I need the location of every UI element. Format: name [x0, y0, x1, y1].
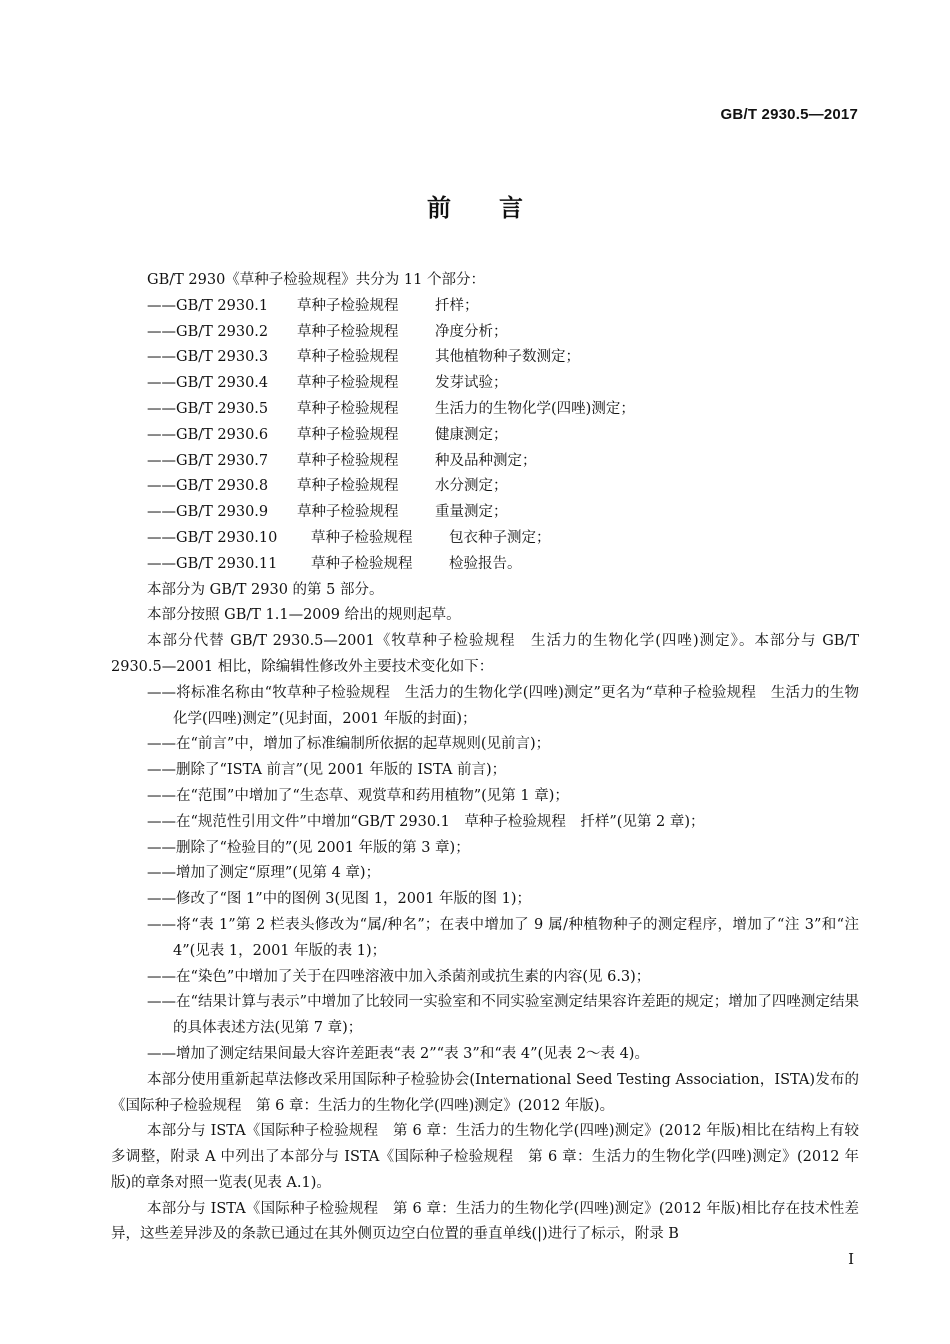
list-item: [111, 423, 859, 449]
part-series: 草种子检验规程: [297, 478, 399, 495]
intro-paragraph: GB/T 2930《草种子检验规程》共分为 11 个部分：: [147, 272, 485, 288]
ista-structure-paragraph: 本部分与 ISTA《国际种子检验规程 第 6 章：生活力的生物化学(四唑)测定》(2012 年版)相比在结构上有较多调整，附录 A 中列出了本部分与 ISTA《国际种子检验规程 第 6 章：生活力的生物化学(四唑)测定》(2012 年版)的章条对照一览表(见表 A.1)。: [111, 1123, 859, 1191]
changes-list: [111, 681, 859, 1068]
part-name: 健康测定；: [435, 426, 508, 443]
part-code: ——GB/T 2930.2: [147, 323, 269, 340]
replaces-paragraph: 本部分代替 GB/T 2930.5—2001《牧草种子检验规程 生活力的生物化学(四唑)测定》。本部分与 GB/T 2930.5—2001 相比，除编辑性修改外主要技术变化如下：: [111, 633, 859, 675]
part-series: 草种子检验规程: [297, 297, 399, 314]
list-item: ——在“染色”中增加了关于在四唑溶液中加入杀菌剂或抗生素的内容(见 6.3)；: [147, 968, 651, 985]
part-code: ——GB/T 2930.6: [147, 426, 269, 443]
ista-adoption-paragraph: 本部分使用重新起草法修改采用国际种子检验协会(International Seed Testing Association，ISTA)发布的《国际种子检验规程 第 6 章：生活力的生物化学(四唑)测定》(2012 年版)。: [111, 1071, 859, 1114]
drafting-rules-paragraph: 本部分按照 GB/T 1.1—2009 给出的规则起草。: [147, 607, 461, 624]
page-title: 前言: [427, 194, 571, 222]
page-number: I: [848, 1250, 854, 1268]
list-item: ——修改了“图 1”中的图例 3(见图 1，2001 年版的图 1)；: [147, 891, 531, 908]
ista-differences-paragraph: 本部分与 ISTA《国际种子检验规程 第 6 章：生活力的生物化学(四唑)测定》(2012 年版)相比存在技术性差异，这些差异涉及的条款已通过在其外侧页边空白位置的垂直单线(|)进行了标示，附录 B: [111, 1200, 859, 1243]
list-item: ——删除了“检验目的”(见 2001 年版的第 3 章)；: [147, 839, 470, 856]
part-series: 草种子检验规程: [297, 452, 399, 469]
part-code: ——GB/T 2930.11: [147, 555, 278, 572]
list-item: ——删除了“ISTA 前言”(见 2001 年版的 ISTA 前言)；: [147, 762, 507, 779]
list-item: [111, 320, 859, 346]
part-name: 水分测定；: [435, 478, 508, 495]
list-item: [111, 474, 859, 500]
part-code: ——GB/T 2930.5: [147, 400, 269, 417]
foreword-body: [111, 268, 859, 1248]
part-code: ——GB/T 2930.4: [147, 375, 269, 392]
part-series: 草种子检验规程: [297, 323, 399, 340]
part-name: 种及品种测定；: [435, 452, 537, 469]
list-item: [111, 371, 859, 397]
parts-list: [111, 294, 859, 578]
part-series: 草种子检验规程: [311, 555, 413, 572]
list-item: ——增加了测定结果间最大容许差距表“表 2”“表 3”和“表 4”(见表 2～表 4)。: [147, 1045, 649, 1062]
standard-code: GB/T 2930.5—2017: [720, 106, 858, 123]
part-name: 重量测定；: [435, 504, 508, 521]
list-item: [111, 500, 859, 526]
part-code: ——GB/T 2930.10: [147, 529, 278, 546]
list-item: ——在“范围”中增加了“生态草、观赏草和药用植物”(见第 1 章)；: [147, 787, 569, 804]
part-code: ——GB/T 2930.7: [147, 452, 269, 469]
part-code: ——GB/T 2930.1: [147, 297, 269, 314]
list-item: ——在“前言”中，增加了标准编制所依据的起草规则(见前言)；: [147, 736, 551, 753]
list-item: ——将标准名称由“牧草种子检验规程 生活力的生物化学(四唑)测定”更名为“草种子检验规程 生活力的生物化学(四唑)测定”(见封面，2001 年版的封面)；: [147, 684, 859, 727]
part-series: 草种子检验规程: [297, 349, 399, 366]
part-code: ——GB/T 2930.9: [147, 504, 269, 521]
part-series: 草种子检验规程: [297, 375, 399, 392]
part-of-paragraph: 本部分为 GB/T 2930 的第 5 部分。: [147, 581, 384, 598]
list-item: [111, 294, 859, 320]
list-item: [111, 345, 859, 371]
part-name: 发芽试验；: [435, 375, 508, 392]
part-name: 生活力的生物化学(四唑)测定；: [435, 400, 635, 417]
list-item: [111, 397, 859, 423]
list-item: [111, 526, 859, 552]
part-name: 扦样；: [435, 297, 479, 314]
part-name: 包衣种子测定；: [449, 529, 551, 546]
part-name: 其他植物种子数测定；: [435, 349, 580, 366]
part-name: 净度分析；: [435, 323, 508, 340]
part-code: ——GB/T 2930.8: [147, 478, 269, 495]
part-series: 草种子检验规程: [311, 529, 413, 546]
list-item: [111, 552, 859, 578]
part-series: 草种子检验规程: [297, 400, 399, 417]
list-item: ——在“规范性引用文件”中增加“GB/T 2930.1 草种子检验规程 扦样”(见第 2 章)；: [147, 813, 705, 830]
part-code: ——GB/T 2930.3: [147, 349, 269, 366]
part-series: 草种子检验规程: [297, 426, 399, 443]
part-series: 草种子检验规程: [297, 504, 399, 521]
list-item: ——在“结果计算与表示”中增加了比较同一实验室和不同实验室测定结果容许差距的规定；增加了四唑测定结果的具体表述方法(见第 7 章)；: [147, 994, 859, 1037]
list-item: ——增加了测定“原理”(见第 4 章)；: [147, 865, 381, 882]
list-item: [111, 449, 859, 475]
part-name: 检验报告。: [449, 555, 522, 572]
list-item: ——将“表 1”第 2 栏表头修改为“属/种名”；在表中增加了 9 属/种植物种子的测定程序，增加了“注 3”和“注 4”(见表 1，2001 年版的表 1)；: [147, 916, 859, 959]
